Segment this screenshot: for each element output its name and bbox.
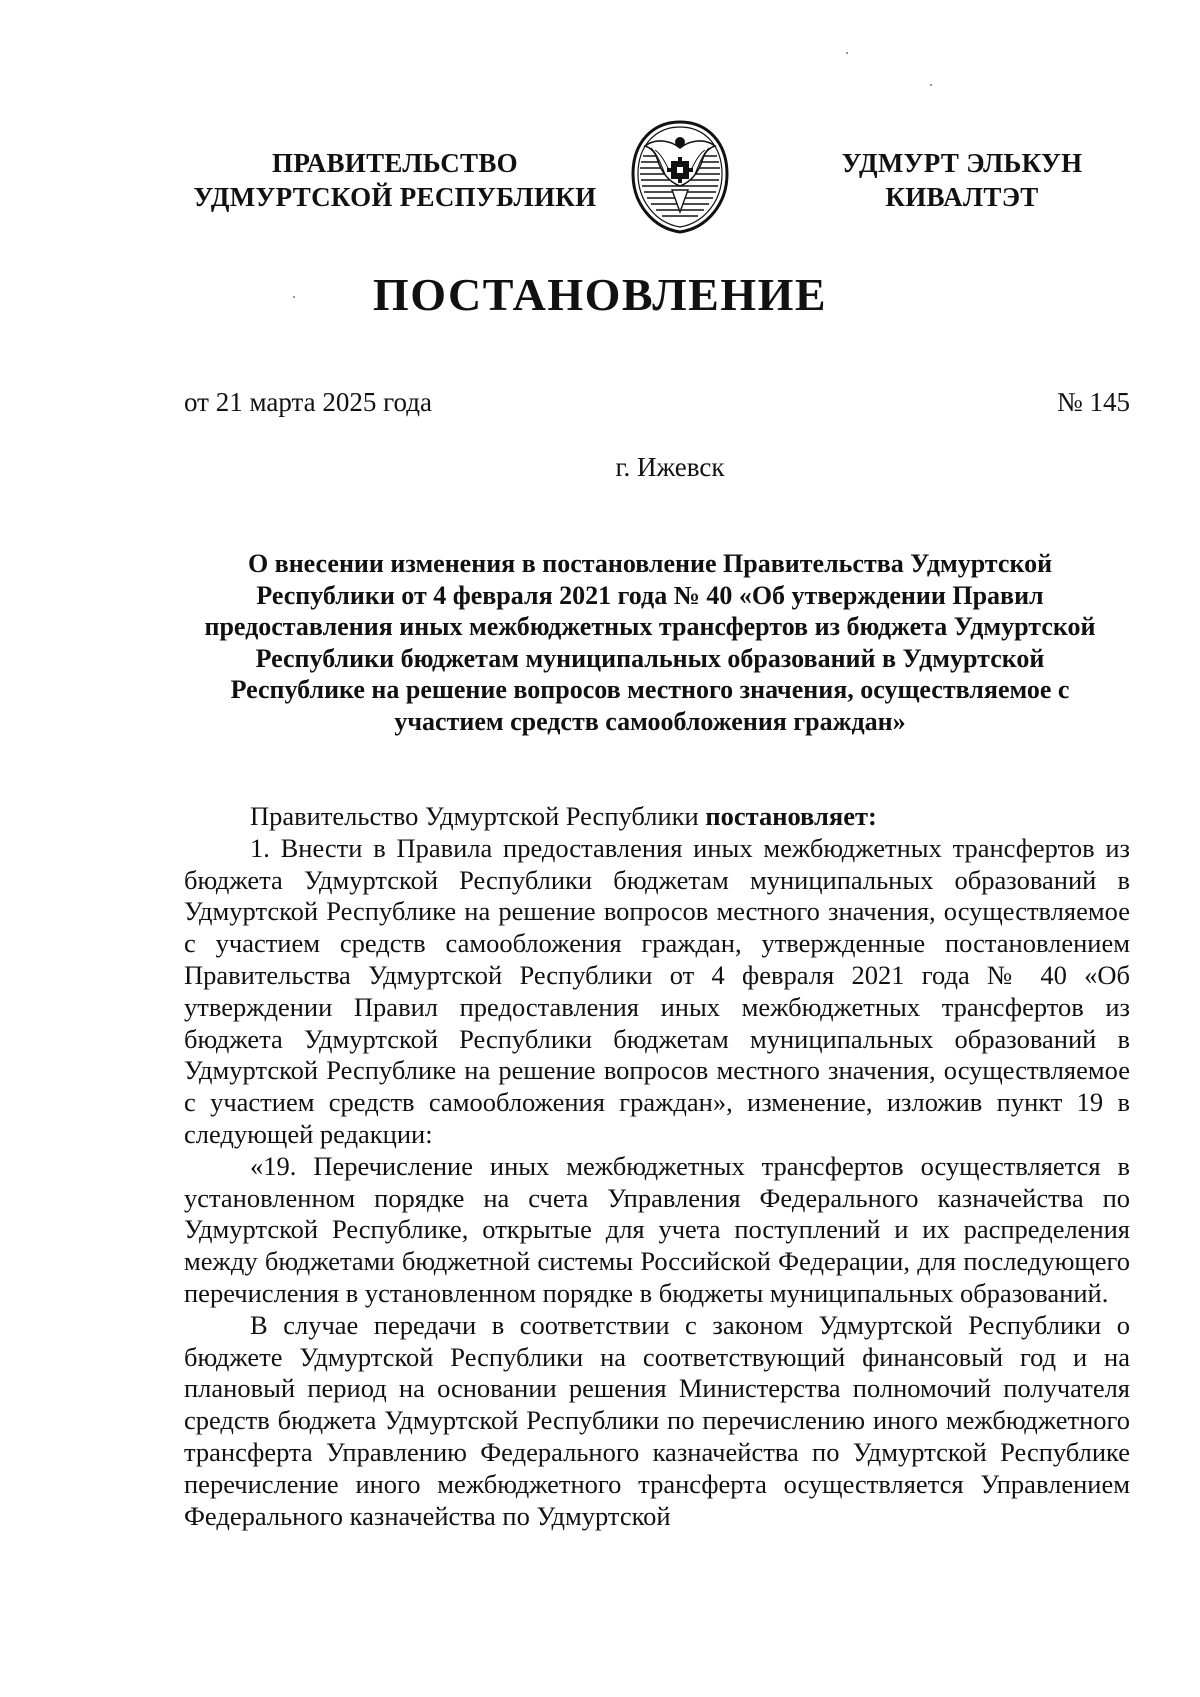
issuer-udmurt-line1: УДМУРТ ЭЛЬКУН [841, 148, 1083, 178]
document-type-title: ПОСТАНОВЛЕНИЕ [372, 269, 828, 320]
preamble-decree-word: постановляет: [705, 801, 877, 831]
document-number: № 145 [1056, 387, 1130, 417]
scan-speck [293, 296, 295, 298]
paragraph-transfer-case: В случае передачи в соответствии с законом Удмуртской Республики о бюджете Удмуртской Республики на соответствующий финансовый год и на плановый период на основании решения Министерства полномочий получателя средств бюджета Удмуртской Республики по перечислению иного межбюджетного трансферта Управлению Федерального казначейства по Удмуртской Республике перечисление иного межбюджетного трансферта осуществляется Управлением Федерального казначейства по Удмуртской [184, 1309, 1130, 1531]
preamble-paragraph [184, 801, 1130, 833]
scan-speck [846, 52, 848, 54]
issuer-russian-line2: УДМУРТСКОЙ РЕСПУБЛИКИ [193, 182, 597, 212]
issuer-udmurt-line2: КИВАЛТЭТ [885, 182, 1039, 212]
scan-speck [930, 84, 932, 86]
paragraph-1: 1. Внести в Правила предоставления иных межбюджетных трансфертов из бюджета Удмуртской Республики бюджетам муниципальных образований в Удмуртской Республике на решение вопросов местного значения, осуществляемое с участием средств самообложения граждан, утвержденные постановлением Правительства Удмуртской Республики от 4 февраля 2021 года № 40 «Об утверждении Правил предоставления иных межбюджетных трансфертов из бюджета Удмуртской Республики бюджетам муниципальных образований в Удмуртской Республике на решение вопросов местного значения, осуществляемое с участием средств самообложения граждан», изменение, изложив пункт 19 в следующей редакции: [184, 832, 1130, 1149]
preamble-text: Правительство Удмуртской Республики [250, 801, 706, 831]
letterhead [0, 146, 1200, 266]
document-subject: О внесении изменения в постановление Правительства Удмуртской Республики от 4 февраля 2021 года № 40 «Об утверждении Правил предоставления иных межбюджетных трансфертов из бюджета Удмуртской Республики бюджетам муниципальных образований в Удмуртской Республике на решение вопросов местного значения, осуществляемое с участием средств самообложения граждан» [204, 549, 1096, 736]
document-body [184, 801, 1130, 1532]
issuer-udmurt [812, 146, 1112, 214]
issuer-russian-line1: ПРАВИТЕЛЬСТВО [272, 148, 518, 178]
udmurtia-coat-of-arms-icon [625, 118, 735, 236]
document-date: от 21 марта 2025 года [184, 387, 432, 417]
issuer-russian [180, 146, 610, 214]
document-city: г. Ижевск [615, 452, 725, 482]
paragraph-19: «19. Перечисление иных межбюджетных трансфертов осуществляется в установленном порядке на счета Управления Федерального казначейства по Удмуртской Республике, открытые для учета поступлений и их распределения между бюджетами бюджетной системы Российской Федерации, для последующего перечисления в установленном порядке в бюджеты муниципальных образований. [184, 1150, 1130, 1308]
